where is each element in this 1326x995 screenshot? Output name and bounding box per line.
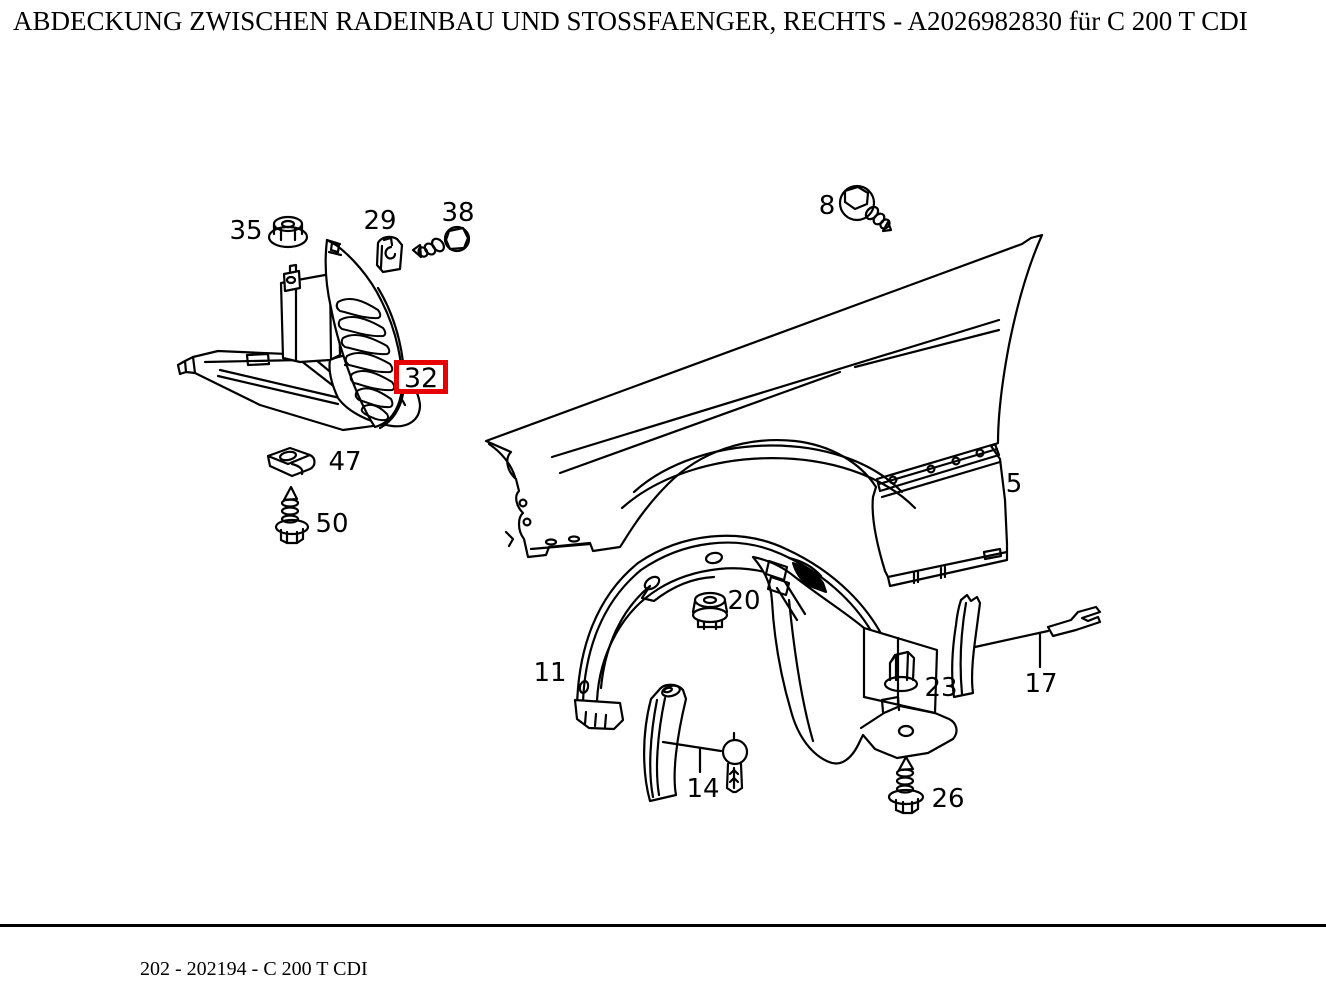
callout-35[interactable]: 35 [229,216,263,246]
footer-divider [0,924,1326,927]
cover-assembly-part-32 [178,240,420,430]
callout-23[interactable]: 23 [924,673,958,703]
screw-icon-26 [889,757,923,813]
liner-rear-outline [753,557,956,763]
page-title: ABDECKUNG ZWISCHEN RADEINBAU UND STOSSFAENGER, RECHTS - A2026982830 für C 200 T CDI [13,6,1248,36]
screw-icon-8 [840,186,891,231]
fender-front-hole [524,519,531,526]
fender-front-hole [520,500,527,507]
callout-47[interactable]: 47 [328,447,362,477]
fender-part-5 [486,235,1042,586]
callout-32[interactable]: 32 [403,363,439,394]
plastic-rivet-icon-14 [723,733,747,792]
liner-foot [575,700,623,729]
callout-38[interactable]: 38 [441,198,475,228]
fender-tab-hole [546,540,556,545]
fender-tab-hole [569,537,579,542]
fender-crease-lower [560,330,999,473]
callout-26[interactable]: 26 [931,784,965,814]
leader-line-17 [975,631,1048,667]
callout-14[interactable]: 14 [686,774,720,804]
fender-front-edge-detail [489,444,590,549]
footer-text: 202 - 202194 - C 200 T CDI [140,958,368,980]
callout-29[interactable]: 29 [363,206,397,236]
screw-icon-50 [276,487,308,543]
clip-nut-icon-47 [268,448,315,476]
callout-5[interactable]: 5 [1005,469,1023,499]
sheet-metal-clip-icon-29 [377,237,402,272]
liner-rear-section [753,557,956,763]
fender-moulding-strip [877,444,1000,497]
fender-sill-detail [888,549,1007,586]
bracket-part-17 [1048,607,1100,636]
callout-17[interactable]: 17 [1024,669,1058,699]
callout-8[interactable]: 8 [818,191,836,221]
highlighted-callout-32[interactable] [397,363,446,395]
plastic-nut-icon-20 [693,593,727,629]
fender-crease-upper [552,320,999,457]
hex-flange-nut-icon-35 [269,217,307,247]
fender-arch-brow [622,445,915,508]
fender-outline [486,235,1042,577]
callout-11[interactable]: 11 [533,658,567,688]
diagram-linework [178,186,1100,813]
screw-icon-38 [413,227,469,258]
callout-20[interactable]: 20 [727,586,761,616]
callout-50[interactable]: 50 [315,509,349,539]
